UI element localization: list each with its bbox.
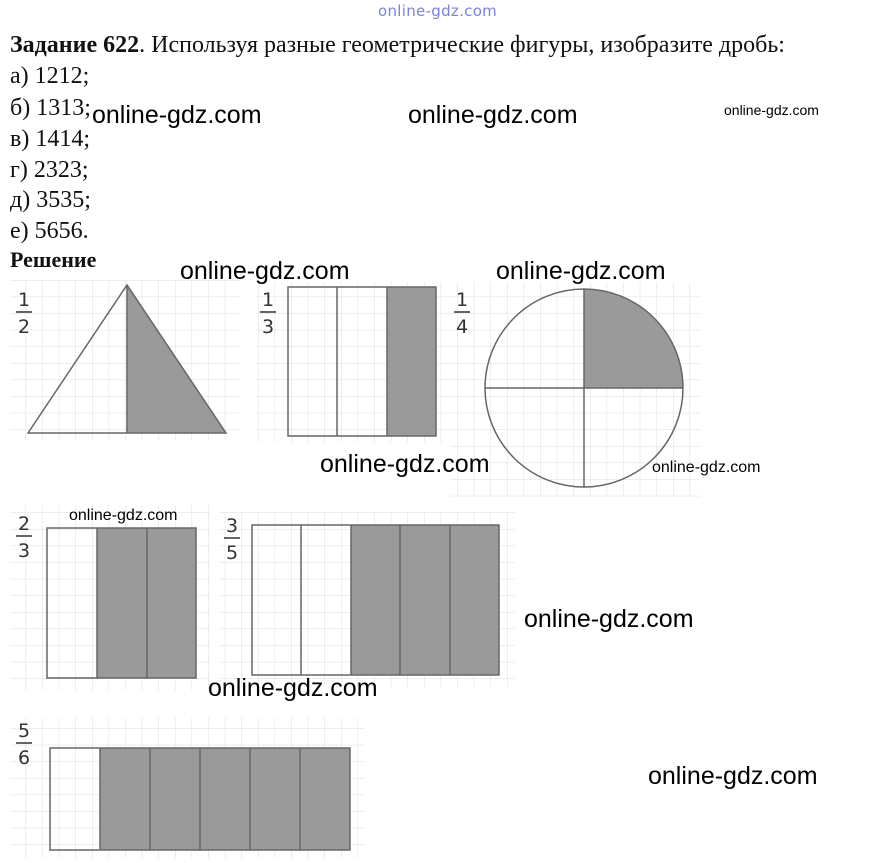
watermark-text: online-gdz.com bbox=[180, 257, 350, 285]
watermark-text: online-gdz.com bbox=[320, 450, 490, 478]
watermark-text: online-gdz.com bbox=[69, 507, 178, 524]
fraction-denominator: 5 bbox=[226, 542, 239, 564]
top-watermark: online-gdz.com bbox=[378, 2, 498, 20]
watermark-text: online-gdz.com bbox=[92, 101, 262, 129]
shaded-part bbox=[100, 748, 350, 850]
watermark-text: online-gdz.com bbox=[648, 762, 818, 790]
fraction-numerator: 1 bbox=[456, 289, 469, 311]
option-a: а) 1212; bbox=[10, 63, 90, 89]
fraction-denominator: 3 bbox=[18, 540, 31, 562]
watermark-text: online-gdz.com bbox=[652, 459, 761, 476]
watermark-text: online-gdz.com bbox=[408, 101, 578, 129]
fraction-numerator: 2 bbox=[18, 513, 31, 535]
watermark-text: online-gdz.com bbox=[208, 674, 378, 702]
task-statement: . Используя разные геометрические фигуры, изобразите дробь: bbox=[139, 32, 785, 58]
fraction-denominator: 3 bbox=[262, 316, 275, 338]
figure-three-fifths bbox=[220, 512, 515, 687]
fraction-denominator: 2 bbox=[18, 316, 31, 338]
fraction-numerator: 5 bbox=[18, 720, 31, 742]
solution-heading: Решение bbox=[10, 247, 97, 272]
watermark-text: online-gdz.com bbox=[524, 605, 694, 633]
option-e: д) 3535; bbox=[10, 187, 91, 213]
figure-one-third bbox=[255, 282, 450, 442]
fraction-numerator: 3 bbox=[226, 515, 239, 537]
fraction-denominator: 6 bbox=[18, 747, 31, 769]
option-f: е) 5656. bbox=[10, 218, 89, 244]
figure-one-half bbox=[10, 280, 240, 440]
fraction-denominator: 4 bbox=[456, 316, 469, 338]
fraction-numerator: 1 bbox=[262, 289, 275, 311]
watermark-text: online-gdz.com bbox=[496, 257, 666, 285]
shaded-part bbox=[351, 525, 499, 675]
option-b: б) 1313; bbox=[10, 95, 91, 121]
figure-two-thirds bbox=[10, 505, 210, 690]
shaded-part bbox=[387, 287, 436, 436]
watermark-text: online-gdz.com bbox=[724, 102, 819, 118]
option-c: в) 1414; bbox=[10, 126, 90, 152]
figure-five-sixths bbox=[10, 718, 365, 858]
fraction-numerator: 1 bbox=[18, 289, 31, 311]
option-d: г) 2323; bbox=[10, 157, 89, 183]
task-number: Задание 622 bbox=[10, 32, 140, 58]
